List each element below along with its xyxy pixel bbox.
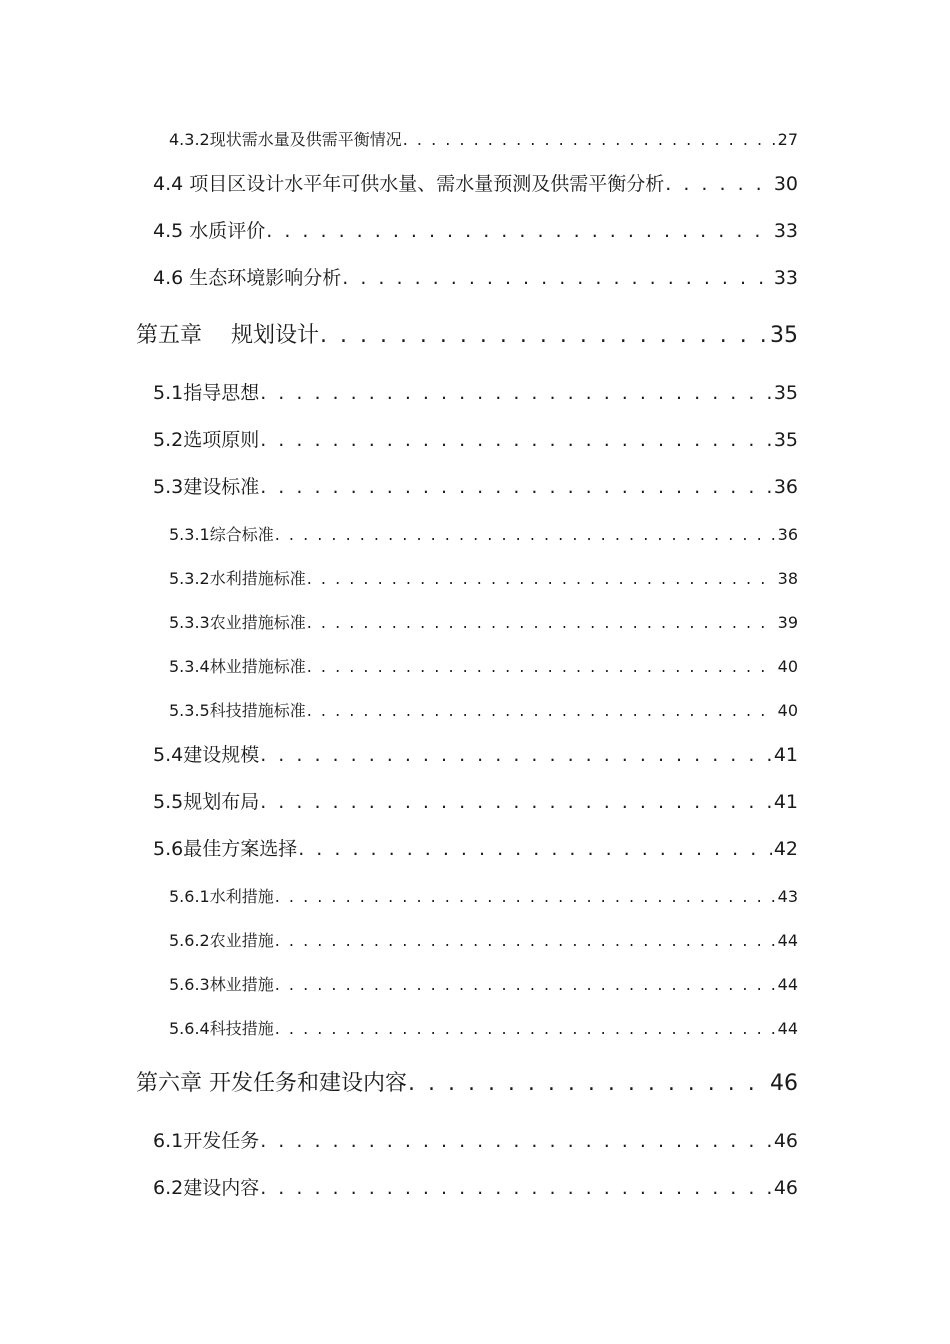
toc-entry-page: 36 <box>773 476 798 498</box>
toc-leader <box>275 525 776 544</box>
toc-entry-page: 38 <box>777 569 798 588</box>
toc-entry-page: 42 <box>773 838 798 860</box>
toc-entry-4-5[interactable] <box>153 216 798 243</box>
toc-entry-5-6-2[interactable] <box>169 928 798 951</box>
toc-entry-title: 5.3.5科技措施标准 <box>169 701 306 720</box>
toc-entry-page: 35 <box>773 429 798 451</box>
toc-entry-page: 44 <box>777 975 798 994</box>
toc-entry-page: 40 <box>777 657 798 676</box>
toc-entry-title: 4.3.2现状需水量及供需平衡情况 <box>169 130 402 149</box>
toc-entry-title: 6.1开发任务 <box>153 1130 260 1152</box>
toc-leader <box>408 1071 768 1096</box>
toc-entry-4-3-2[interactable] <box>169 127 798 150</box>
toc-entry-5-5[interactable] <box>153 787 798 814</box>
toc-leader <box>260 744 772 766</box>
toc-entry-title: 5.6.2农业措施 <box>169 931 274 950</box>
toc-entry-title: 5.6.1水利措施 <box>169 887 274 906</box>
toc-entry-title: 5.3建设标准 <box>153 476 260 498</box>
toc-entry-page: 27 <box>777 130 798 149</box>
toc-entry-title: 5.6.4科技措施 <box>169 1019 274 1038</box>
toc-entry-title: 5.1指导思想 <box>153 382 260 404</box>
toc-entry-page: 46 <box>770 1071 798 1096</box>
toc-leader <box>298 838 772 860</box>
toc-entry-5-3[interactable] <box>153 472 798 499</box>
toc-entry-5-6[interactable] <box>153 834 798 861</box>
toc-leader <box>275 931 776 950</box>
toc-entry-title: 5.5规划布局 <box>153 791 260 813</box>
toc-entry-chapter-6[interactable] <box>136 1066 798 1097</box>
toc-entry-title: 4.6 生态环境影响分析 <box>153 267 342 289</box>
toc-entry-page: 46 <box>773 1130 798 1152</box>
toc-leader <box>275 1019 776 1038</box>
toc-entry-5-6-3[interactable] <box>169 972 798 995</box>
toc-entry-5-4[interactable] <box>153 740 798 767</box>
toc-entry-5-1[interactable] <box>153 378 798 405</box>
toc-leader <box>307 657 776 676</box>
toc-entry-5-6-1[interactable] <box>169 884 798 907</box>
toc-leader <box>260 1177 772 1199</box>
toc-entry-4-4[interactable] <box>153 169 798 196</box>
toc-entry-5-6-4[interactable] <box>169 1016 798 1039</box>
toc-entry-5-3-1[interactable] <box>169 522 798 545</box>
toc-entry-page: 36 <box>777 525 798 544</box>
toc-leader <box>665 173 772 195</box>
toc-entry-page: 44 <box>777 1019 798 1038</box>
toc-entry-title: 5.3.4林业措施标准 <box>169 657 306 676</box>
toc-entry-5-3-2[interactable] <box>169 566 798 589</box>
toc-entry-page: 43 <box>777 887 798 906</box>
toc-entry-title: 5.4建设规模 <box>153 744 260 766</box>
toc-entry-page: 46 <box>773 1177 798 1199</box>
toc-leader <box>260 382 772 404</box>
toc-entry-title: 6.2建设内容 <box>153 1177 260 1199</box>
toc-entry-page: 35 <box>773 382 798 404</box>
toc-leader <box>403 130 776 149</box>
toc-entry-title: 5.6最佳方案选择 <box>153 838 298 860</box>
toc-leader <box>275 887 776 906</box>
toc-entry-title: 5.3.2水利措施标准 <box>169 569 306 588</box>
toc-entry-5-3-3[interactable] <box>169 610 798 633</box>
toc-entry-page: 41 <box>773 791 798 813</box>
toc-leader <box>260 476 772 498</box>
toc-entry-title: 5.6.3林业措施 <box>169 975 274 994</box>
toc-leader <box>275 975 776 994</box>
toc-entry-4-6[interactable] <box>153 263 798 290</box>
toc-entry-page: 39 <box>777 613 798 632</box>
toc-entry-title: 5.3.3农业措施标准 <box>169 613 306 632</box>
toc-leader <box>260 429 772 451</box>
toc-entry-5-2[interactable] <box>153 425 798 452</box>
toc-entry-page: 30 <box>773 173 798 195</box>
toc-entry-page: 35 <box>770 323 798 348</box>
toc-entry-page: 40 <box>777 701 798 720</box>
toc-entry-5-3-4[interactable] <box>169 654 798 677</box>
toc-leader <box>320 323 768 348</box>
toc-entry-6-2[interactable] <box>153 1173 798 1200</box>
toc-leader <box>307 613 776 632</box>
toc-entry-page: 41 <box>773 744 798 766</box>
toc-entry-title: 4.4 项目区设计水平年可供水量、需水量预测及供需平衡分析 <box>153 173 665 195</box>
toc-leader <box>342 267 772 289</box>
toc-leader <box>307 569 776 588</box>
toc-entry-5-3-5[interactable] <box>169 698 798 721</box>
toc-entry-title: 5.3.1综合标准 <box>169 525 274 544</box>
toc-entry-title: 第五章 规划设计 <box>136 323 319 348</box>
toc-leader <box>260 1130 772 1152</box>
toc-entry-page: 33 <box>773 267 798 289</box>
toc-leader <box>266 220 772 242</box>
toc-entry-title: 5.2选项原则 <box>153 429 260 451</box>
toc-entry-chapter-5[interactable] <box>136 318 798 349</box>
toc-entry-title: 4.5 水质评价 <box>153 220 266 242</box>
toc-leader <box>307 701 776 720</box>
toc-entry-page: 33 <box>773 220 798 242</box>
toc-entry-6-1[interactable] <box>153 1126 798 1153</box>
toc-entry-page: 44 <box>777 931 798 950</box>
toc-entry-title: 第六章 开发任务和建设内容 <box>136 1071 407 1096</box>
toc-leader <box>260 791 772 813</box>
